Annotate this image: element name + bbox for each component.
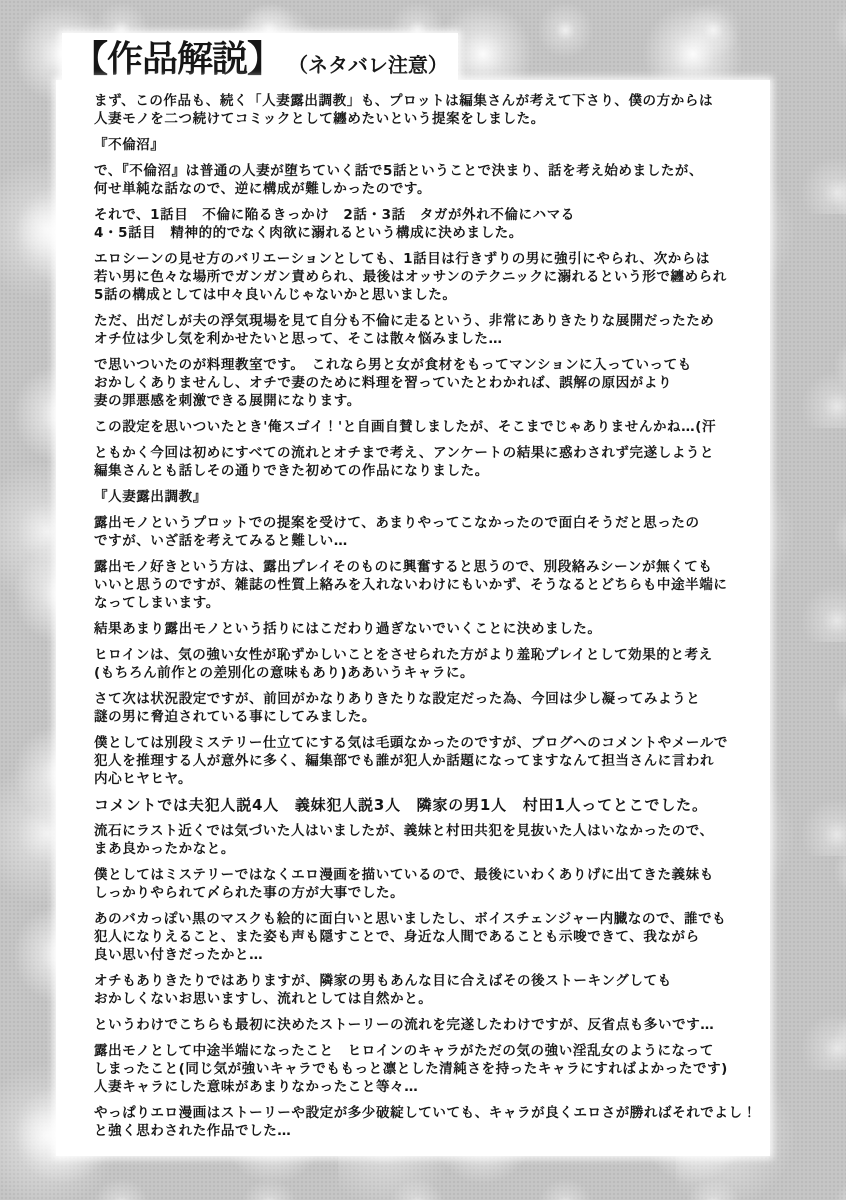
paragraph [94,418,766,436]
paragraph [94,356,766,410]
text-line: 編集さんとも話しその通りできた初めての作品になりました。 [94,463,489,479]
paragraph [94,646,766,682]
text-line: 人妻キャラにした意味があまりなかったこと等々… [94,1079,419,1095]
text-line: 人妻モノを二つ続けてコミックとして纏めたいという提案をしました。 [94,111,545,127]
text-line: 流石にラスト近くでは気づいた人はいましたが、義妹と村田共犯を見抜いた人はいなかったので、 [94,823,714,839]
text-line: あのバカっぽい黒のマスクも絵的に面白いと思いましたし、ボイスチェンジャー内臓なので、誰でも [94,911,727,927]
paragraph [94,206,766,242]
text-line: というわけでこちらも最初に決めたストーリーの流れを完遂したわけですが、反省点も多いです… [94,1017,715,1033]
text-line: 若い男に色々な場所でガンガン責められ、最後はオッサンのテクニックに溺れるという形で纏められ [94,269,727,285]
text-line: それで、1話目 不倫に陥るきっかけ 2話・3話 タガが外れ不倫にハマる [94,207,575,223]
paragraph [94,972,766,1008]
paragraph [94,514,766,550]
text-line: ヒロインは、気の強い女性が恥ずかしいことをさせられた方がより羞恥プレイとして効果的と考え [94,647,713,663]
text-line: 結果あまり露出モノという括りにはこだわり過ぎないでいくことに決めました。 [94,621,602,637]
text-line: エロシーンの見せ方のバリエーションとしても、1話目は行きずりの男に強引にやられ、次からは [94,251,711,267]
text-line: 4・5話目 精神的的でなく肉欲に溺れるという構成に決めました。 [94,225,523,241]
text-line: 5話の構成としては中々良いんじゃないかと思いました。 [94,287,457,303]
paragraph [94,796,766,814]
page-title: 【作品解説】 [72,39,283,80]
text-line: オチ位は少し気を利かせたいと思って、そこは散々悩みました… [94,331,503,347]
text-line: 内心ヒヤヒヤ。 [94,771,193,787]
paragraph [94,1042,766,1096]
text-line: しっかりやられて〆られた事の方が大事でした。 [94,885,405,901]
paragraph [94,558,766,612]
text-line: 何せ単純な話なので、逆に構成が難しかったのです。 [94,181,432,197]
paragraph [94,250,766,304]
text-line: やっぱりエロ漫画はストーリーや設定が多少破綻していても、キャラが良くエロさが勝ればそれでよし！ [94,1105,757,1121]
paragraph [94,92,766,128]
text-line: 僕としては別段ミステリー仕立てにする気は毛頭なかったのですが、ブログへのコメントやメールで [94,735,728,751]
section-heading [94,488,766,506]
text-line: で思いついたのが料理教室です。 これなら男と女が食材をもってマンションに入っていっても [94,357,692,373]
paragraph [94,690,766,726]
text-line: コメントでは夫犯人説4人 義妹犯人説3人 隣家の男1人 村田1人ってとこでした。 [94,796,708,814]
text-line: なってしまいます。 [94,595,220,611]
commentary-text-block [56,80,770,1156]
text-line: 妻の罪悪感を刺激できる展開になります。 [94,393,361,409]
title-bar [62,33,458,81]
text-line: 『不倫沼』 [94,137,165,153]
spoiler-warning: （ネタバレ注意） [288,53,448,77]
paragraph [94,822,766,858]
text-line: おかしくないお思いますし、流れとしては自然かと。 [94,991,433,1007]
text-line: 犯人になりえること、また姿も声も隠すことで、身近な人間であることも示唆できて、我ながら [94,929,700,945]
text-line: ただ、出だしが夫の浮気現場を見て自分も不倫に走るという、非常にありきたりな展開だったため [94,313,715,329]
text-line: さて次は状況設定ですが、前回がかなりありきたりな設定だった為、今回は少し凝ってみようと [94,691,701,707]
text-line: オチもありきたりではありますが、隣家の男もあんな目に合えばその後ストーキングしても [94,973,672,989]
text-line: まず、この作品も、続く「人妻露出調教」も、プロットは編集さんが考えて下さり、僕の方からは [94,93,714,109]
text-line: いいと思うのですが、雑誌の性質上絡みを入れないわけにもいかず、そうなるとどちらも中途半端に [94,577,728,593]
paragraph [94,444,766,480]
paragraph [94,866,766,902]
paragraph [94,734,766,788]
text-line: ともかく今回は初めにすべての流れとオチまで考え、アンケートの結果に惑わされず完遂しようと [94,445,715,461]
paragraph [94,910,766,964]
text-line: 良い思い付きだったかと… [94,947,264,963]
text-line: 僕としてはミステリーではなくエロ漫画を描いているので、最後にいわくありげに出てきた義妹も [94,867,714,883]
text-line: 『人妻露出調教』 [94,489,207,505]
text-line: まあ良かったかなと。 [94,841,235,857]
text-line: しまったこと(同じ気が強いキャラでももっと凛とした清純さを持ったキャラにすればよかったです) [94,1061,728,1077]
text-line: 謎の男に脅迫されている事にしてみました。 [94,709,376,725]
text-line: で、『不倫沼』は普通の人妻が堕ちていく話で5話ということで決まり、話を考え始めましたが、 [94,163,704,179]
section-heading [94,136,766,154]
paragraph [94,620,766,638]
text-line: (もちろん前作との差別化の意味もあり)ああいうキャラに。 [94,665,475,681]
text-line: 犯人を推理する人が意外に多く、編集部でも誰が犯人か話題になってますなんて担当さんに言われ [94,753,715,769]
text-line: 露出モノとして中途半端になったこと ヒロインのキャラがただの気の強い淫乱女のようになって [94,1043,714,1059]
text-line: 露出モノというプロットでの提案を受けて、あまりやってこなかったので面白そうだと思ったの [94,515,700,531]
paragraph [94,312,766,348]
text-line: と強く思わされた作品でした… [94,1123,292,1139]
paragraph [94,162,766,198]
text-line: 露出モノ好きという方は、露出プレイそのものに興奮すると思うので、別段絡みシーンが無くても [94,559,713,575]
paragraph [94,1016,766,1034]
paragraph [94,1104,766,1140]
text-line: おかしくありませんし、オチで妻のために料理を習っていたとわかれば、誤解の原因がより [94,375,673,391]
text-line: ですが、いざ話を考えてみると難しい… [94,533,348,549]
text-line: この設定を思いついたとき'俺スゴイ！'と自画自賛しましたが、そこまでじゃありませんかね…(汗 [94,419,717,435]
